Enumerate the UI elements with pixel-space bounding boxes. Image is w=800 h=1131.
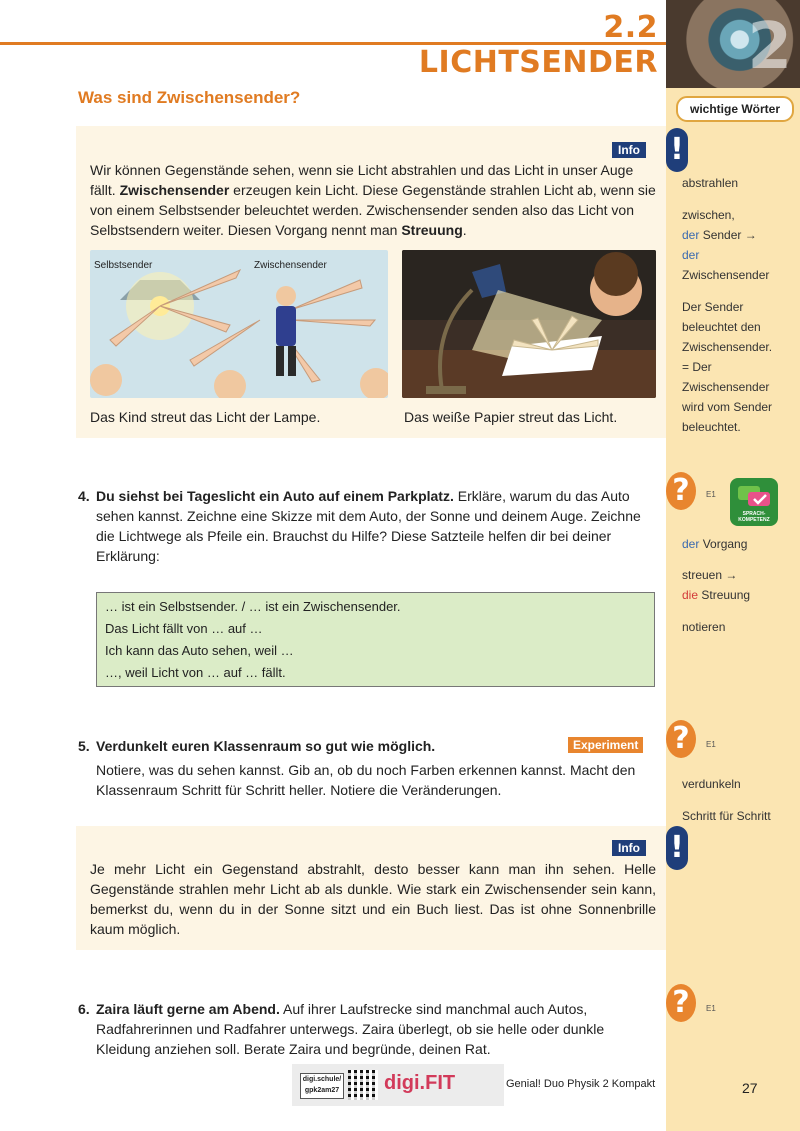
sentence-line: Zwischensender. [682,340,773,354]
info-tag: Info [612,840,646,856]
word: Sender → [702,228,757,242]
task-number: 5. [78,738,90,754]
word: Streuung [701,588,751,602]
experiment-tag: Experiment [568,737,643,753]
task-number: 4. [78,488,90,504]
digi-fit-logo: digi.FIT [384,1072,456,1094]
chapter-title: 2.2 LICHTSENDER [418,10,658,80]
hint-line: Das Licht fällt von … auf … [105,621,263,636]
word-abstrahlen: abstrahlen [682,176,739,190]
article: der [682,228,700,242]
sprach-label: SPRACH-KOMPETENZ [738,511,770,523]
sentence-line: Der Sender [682,300,744,314]
exclamation-icon: ! [666,128,688,172]
question-icon: ? [666,472,696,510]
caption-1: Das Kind streut das Licht der Lampe. [90,409,321,425]
language-competence-icon [730,478,778,526]
paper-illustration [402,250,656,398]
code-label [300,1073,344,1099]
word-zwischen: zwischen, [682,208,735,222]
article: der [682,248,700,262]
digital-code-box[interactable] [292,1064,504,1106]
hint-line: …, weil Licht von … auf … fällt. [105,665,286,680]
sentence-line: beleuchtet den [682,320,761,334]
hint-line: … ist ein Selbstsender. / … ist ein Zwischensender. [105,599,401,614]
qr-overlay [348,1070,378,1100]
exclamation-icon: ! [666,826,688,870]
text: . [462,222,467,238]
sentence-line: wird vom Sender [682,400,773,414]
sentence-line: = Der [682,360,712,374]
task-heading: Du siehst bei Tageslicht ein Auto auf einem Parkplatz. [96,488,454,504]
task-number: 6. [78,1001,90,1017]
label-zwischensender: Zwischensender [254,260,327,271]
article: der [682,537,700,551]
question-icon: ? [666,984,696,1022]
illustration-paper-lamp [402,250,656,398]
article: die [682,588,699,602]
level-label: E1 [706,740,716,749]
chapter-number: 2 [747,10,792,84]
word-notieren: notieren [682,620,726,634]
word: Vorgang [702,537,748,551]
question-icon: ? [666,720,696,758]
sentence-line: beleuchtet. [682,420,741,434]
term-zwischensender: Zwischensender [119,182,230,198]
sentence-line: Zwischensender [682,380,770,394]
label-selbstsender: Selbstsender [94,260,153,271]
info-text: Je mehr Licht ein Gegenstand abstrahlt, desto besser kann man ihn sehen. Helle Gegenstände strahlen mehr Licht ab als dunkle. Wie stark ein Zwischensender sein kann, bemerkst du, wenn du in der Sonne sitzt und ein Buch liest. Das ist ohne Sonnenbrille kaum möglich. [90,861,656,937]
task-5-heading [96,736,435,756]
text: Wir können Gegenstände sehen, wenn sie Licht abstrahlen und das Licht in unser Auge fällt. [90,162,634,198]
important-words-badge: wichtige Wörter [676,96,794,122]
task-heading: Zaira läuft gerne am Abend. [96,1001,280,1017]
word-article-der [682,245,699,265]
word-verdunkeln: verdunkeln [682,777,741,791]
task-body: Erkläre, warum du das Auto sehen kannst. Zeichne eine Skizze mit dem Auto, der Sonne und deinem Auge. Zeichne die Lichtwege als Pfeile ein. Brauchst du Hilfe? Diese Satzteile helfen dir bei deiner Erklärung: [96,488,641,564]
level-label: E1 [706,490,716,499]
illustration-child-lamp [90,250,388,398]
info-text [90,160,658,240]
code-line: gpk2am27 [304,1087,340,1094]
info-tag: Info [612,142,646,158]
book-title: Genial! Duo Physik 2 Kompakt [506,1078,656,1090]
word-sender [682,225,757,245]
text: erzeugen kein Licht. Diese Gegenstände strahlen Licht ab, wenn sie von einem Selbstsender beleuchtet werden. Zwischensender senden also das Licht von Selbstsendern weiter. Diesen Vorgang nennt man [90,182,656,238]
task-4-text [96,486,656,566]
word-schritt: Schritt für Schritt [682,809,771,823]
task-heading: Verdunkelt euren Klassenraum so gut wie möglich. [96,738,436,754]
task-5-text: Notiere, was du sehen kannst. Gib an, ob du noch Farben erkennen kannst. Macht den Klassenraum Schritt für Schritt heller. Notiere die Veränderungen. [96,762,636,798]
word-streuung [682,585,750,605]
caption-2: Das weiße Papier streut das Licht. [404,409,618,425]
word-vorgang [682,534,747,554]
scatter-illustration [90,250,388,398]
level-label: E1 [706,1004,716,1013]
eye-photo [666,0,800,88]
hint-line: Ich kann das Auto sehen, weil … [105,643,294,658]
task-body: Auf ihrer Laufstrecke sind manchmal auch Autos, Radfahrerinnen und Radfahrer unterwegs. Zaira überlegt, ob sie helle oder dunkle Kleidung anziehen soll. Berate Zaira und begründe, deinen Rat. [96,1001,605,1057]
code-line: digi.schule/ [302,1076,342,1083]
term-streuung: Streuung [401,222,463,238]
task-6-text [96,999,656,1059]
word-zwischensender: Zwischensender [682,268,770,282]
section-title: Was sind Zwischensender? [78,88,301,107]
word-streuen: streuen → [682,568,738,582]
hint-box [96,592,655,687]
page-number: 27 [742,1080,758,1096]
